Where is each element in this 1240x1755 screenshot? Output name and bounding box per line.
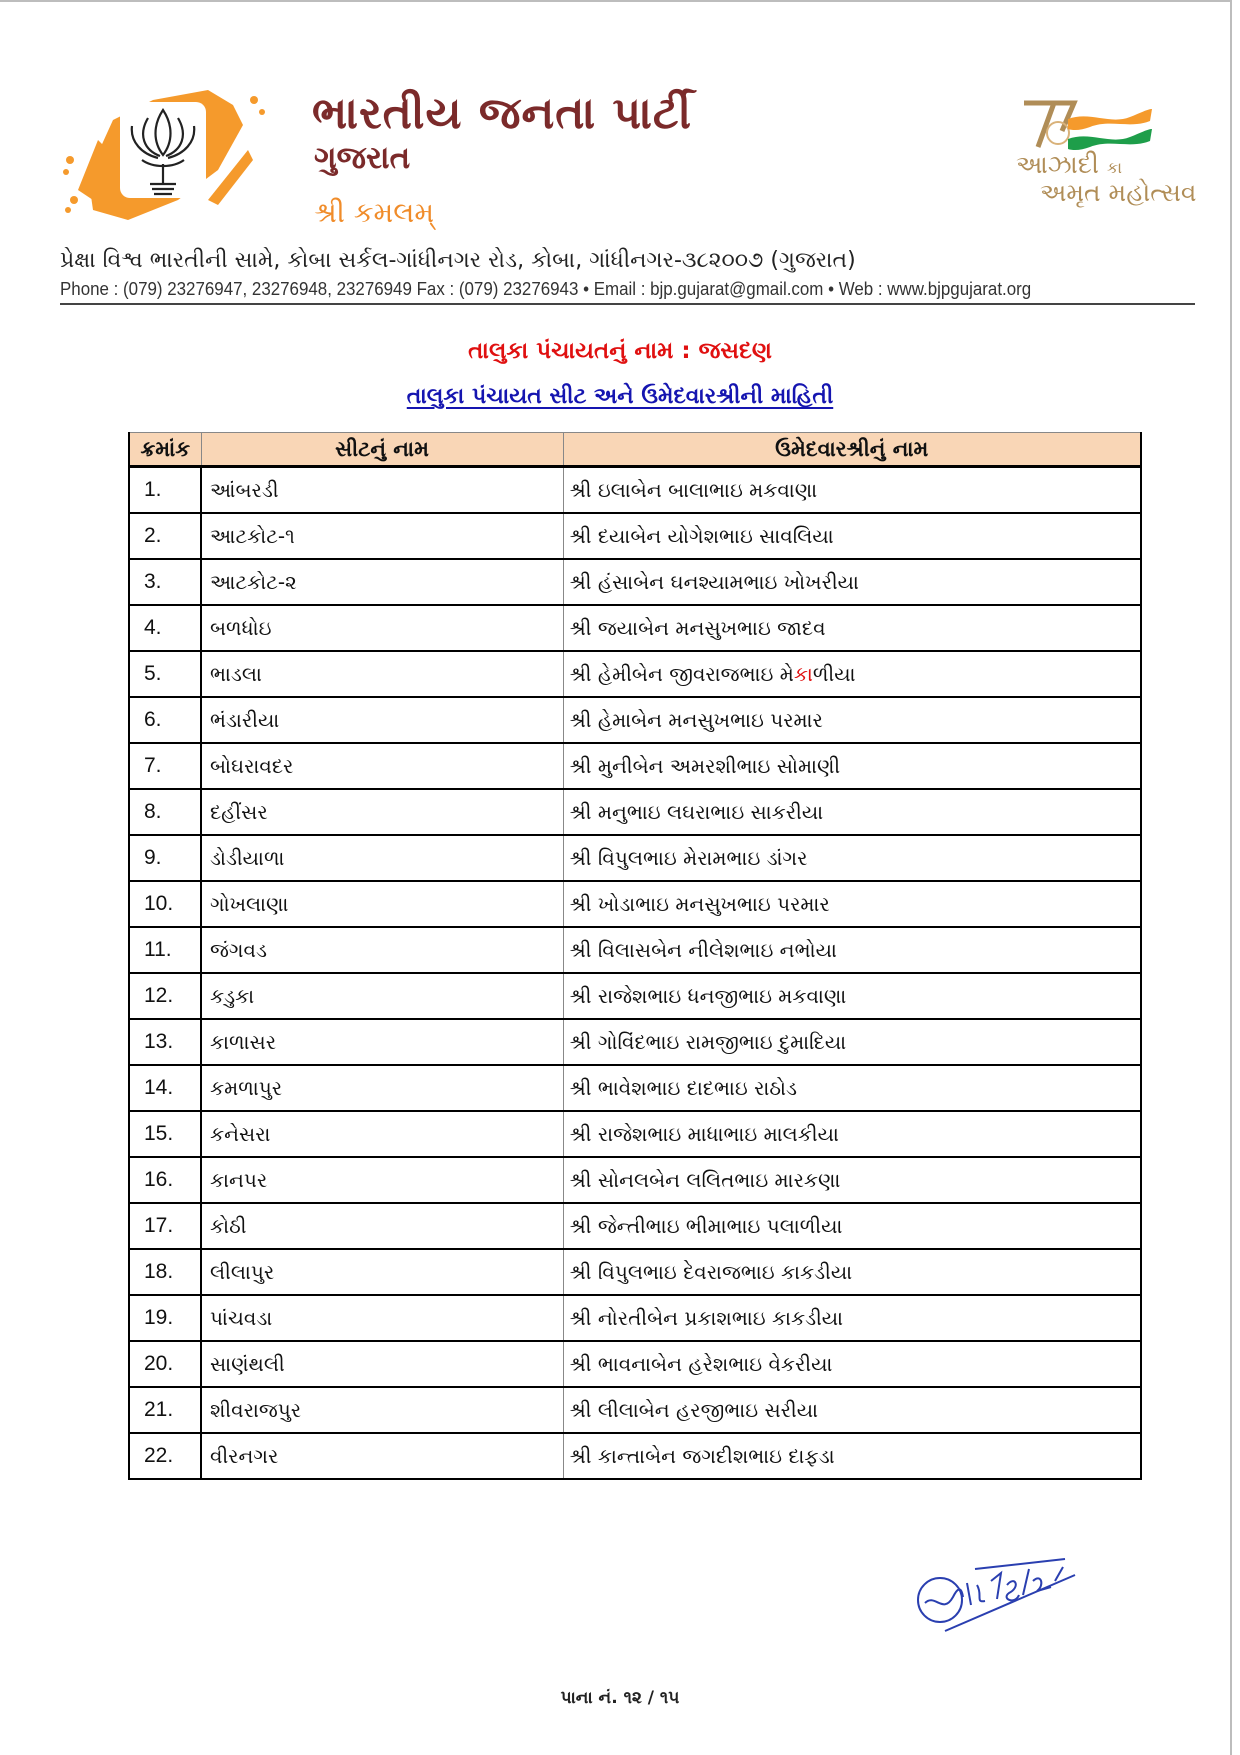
azadi-line2: અમૃત મહોત્સવ <box>1040 178 1197 207</box>
seat-name: ભાડલા <box>201 651 563 697</box>
seat-name: કોઠી <box>201 1203 563 1249</box>
table-row <box>129 1203 1141 1249</box>
candidate-name: શ્રી લીલાબેન હરજીભાઇ સરીયા <box>563 1387 1141 1433</box>
table-row <box>129 1111 1141 1157</box>
table-row <box>129 1019 1141 1065</box>
seat-name: આંબરડી <box>201 467 563 514</box>
seat-name: કનેસરા <box>201 1111 563 1157</box>
document-subtitle <box>0 384 1240 409</box>
serial-number: 22. <box>129 1433 201 1479</box>
serial-number: 17. <box>129 1203 201 1249</box>
seat-candidate-table <box>128 432 1142 1480</box>
table-row <box>129 743 1141 789</box>
table-row <box>129 513 1141 559</box>
seat-name: ભંડારીયા <box>201 697 563 743</box>
serial-number: 18. <box>129 1249 201 1295</box>
serial-number: 21. <box>129 1387 201 1433</box>
serial-number: 1. <box>129 467 201 514</box>
seat-name: કાનપર <box>201 1157 563 1203</box>
serial-number: 13. <box>129 1019 201 1065</box>
table-row <box>129 467 1141 514</box>
candidate-name: શ્રી હંસાબેન ઘનશ્યામભાઇ ખોખરીયા <box>563 559 1141 605</box>
serial-number: 11. <box>129 927 201 973</box>
candidate-name <box>563 651 1141 697</box>
seat-name: ગોખલાણા <box>201 881 563 927</box>
serial-number: 2. <box>129 513 201 559</box>
table-row <box>129 927 1141 973</box>
serial-number: 10. <box>129 881 201 927</box>
candidate-name: શ્રી ઇલાબેન બાલાભાઇ મકવાણા <box>563 467 1141 514</box>
candidate-name: શ્રી વિપુલભાઇ મેરામભાઇ ડાંગર <box>563 835 1141 881</box>
serial-number: 8. <box>129 789 201 835</box>
serial-number: 4. <box>129 605 201 651</box>
header-serial: ક્રમાંક <box>129 433 201 467</box>
candidate-name-highlight: કા <box>793 662 813 686</box>
candidate-name: શ્રી વિલાસબેન નીલેશભાઇ નભોયા <box>563 927 1141 973</box>
serial-number: 15. <box>129 1111 201 1157</box>
candidate-name: શ્રી સોનલબેન લલિતભાઇ મારકણા <box>563 1157 1141 1203</box>
document-subtitle-text: તાલુકા પંચાયત સીટ અને ઉમેદવારશ્રીની માહિતી <box>406 384 834 409</box>
signature <box>905 1545 1085 1635</box>
table-row <box>129 1387 1141 1433</box>
seat-name: કાળાસર <box>201 1019 563 1065</box>
candidate-name: શ્રી જયાબેન મનસુખભાઇ જાદવ <box>563 605 1141 651</box>
candidate-name-part: શ્રી હેમીબેન જીવરાજભાઇ મે <box>569 662 794 686</box>
seat-name: શીવરાજપુર <box>201 1387 563 1433</box>
taluka-title: તાલુકા પંચાયતનું નામ : જસદણ <box>468 338 772 364</box>
table-row <box>129 1065 1141 1111</box>
seat-name: કડુકા <box>201 973 563 1019</box>
candidate-name: શ્રી ભાવેશભાઇ દાદભાઇ રાઠોડ <box>563 1065 1141 1111</box>
seat-name: લીલાપુર <box>201 1249 563 1295</box>
seat-name: બળધોઇ <box>201 605 563 651</box>
lotus-logo-icon <box>58 80 268 230</box>
seat-name: દહીંસર <box>201 789 563 835</box>
serial-number: 16. <box>129 1157 201 1203</box>
table-row <box>129 1295 1141 1341</box>
table-row <box>129 697 1141 743</box>
header-divider <box>60 303 1195 305</box>
serial-number: 5. <box>129 651 201 697</box>
serial-number: 9. <box>129 835 201 881</box>
seat-name: કમળાપુર <box>201 1065 563 1111</box>
office-address: પ્રેક્ષા વિશ્વ ભારતીની સામે, કોબા સર્કલ-ગાંધીનગર રોડ, કોબા, ગાંધીનગર-૩૮૨૦૦૭ (ગુજરાત) <box>60 248 856 273</box>
page-number: પાના નં. ૧૨ / ૧૫ <box>560 1688 680 1708</box>
header-seat-name: સીટનું નામ <box>201 433 563 467</box>
table-row <box>129 1433 1141 1479</box>
seat-name: વીરનગર <box>201 1433 563 1479</box>
header-candidate-name: ઉમેદવારશ્રીનું નામ <box>563 433 1141 467</box>
party-state: ગુજરાત <box>314 140 411 176</box>
azadi-suffix: કા <box>1106 158 1123 177</box>
candidate-name: શ્રી મુનીબેન અમરશીભાઇ સોમાણી <box>563 743 1141 789</box>
azadi-line1 <box>1016 150 1122 180</box>
candidate-name: શ્રી જેન્તીભાઇ ભીમાભાઇ પલાળીયા <box>563 1203 1141 1249</box>
candidate-name: શ્રી રાજેશભાઇ ધનજીભાઇ મકવાણા <box>563 973 1141 1019</box>
candidate-name: શ્રી ભાવનાબેન હરેશભાઇ વેકરીયા <box>563 1341 1141 1387</box>
seat-name: આટકોટ-૧ <box>201 513 563 559</box>
azadi-word: આઝાદી <box>1016 150 1099 179</box>
candidate-name: શ્રી વિપુલભાઇ દેવરાજભાઇ કાકડીયા <box>563 1249 1141 1295</box>
candidate-name: શ્રી મનુભાઇ લઘરાભાઇ સાકરીયા <box>563 789 1141 835</box>
table-row <box>129 789 1141 835</box>
table-row <box>129 835 1141 881</box>
table-row <box>129 605 1141 651</box>
seat-name: પાંચવડા <box>201 1295 563 1341</box>
candidate-name: શ્રી કાન્તાબેન જગદીશભાઇ દાફડા <box>563 1433 1141 1479</box>
table-row <box>129 559 1141 605</box>
table-row <box>129 651 1141 697</box>
serial-number: 7. <box>129 743 201 789</box>
table-row <box>129 881 1141 927</box>
seat-name: બોઘરાવદર <box>201 743 563 789</box>
seat-name: ડોડીયાળા <box>201 835 563 881</box>
table-row <box>129 1249 1141 1295</box>
serial-number: 6. <box>129 697 201 743</box>
candidate-name: શ્રી દયાબેન યોગેશભાઇ સાવલિયા <box>563 513 1141 559</box>
seat-name: સાણંથલી <box>201 1341 563 1387</box>
table-row <box>129 1157 1141 1203</box>
serial-number: 20. <box>129 1341 201 1387</box>
seat-name: જંગવડ <box>201 927 563 973</box>
serial-number: 3. <box>129 559 201 605</box>
candidate-name: શ્રી ખોડાભાઇ મનસુખભાઇ પરમાર <box>563 881 1141 927</box>
party-office: શ્રી કમલમ્ <box>314 196 435 229</box>
serial-number: 12. <box>129 973 201 1019</box>
candidate-name: શ્રી નોરતીબેન પ્રકાશભાઇ કાકડીયા <box>563 1295 1141 1341</box>
serial-number: 14. <box>129 1065 201 1111</box>
table-row <box>129 1341 1141 1387</box>
candidate-name-part: ળીયા <box>812 662 856 686</box>
table-header-row <box>129 433 1141 467</box>
candidate-name: શ્રી હેમાબેન મનસુખભાઇ પરમાર <box>563 697 1141 743</box>
table-row <box>129 973 1141 1019</box>
party-name: ભારતીય જનતા પાર્ટી <box>312 88 693 139</box>
seat-name: આટકોટ-૨ <box>201 559 563 605</box>
serial-number: 19. <box>129 1295 201 1341</box>
candidate-name: શ્રી ગોવિંદભાઇ રામજીભાઇ દુમાદિયા <box>563 1019 1141 1065</box>
contact-info: Phone : (079) 23276947, 23276948, 23276949 Fax : (079) 23276943 • Email : bjp.gujarat@gmail.com • Web : www.bjpgujarat.org <box>60 279 1032 299</box>
candidate-name: શ્રી રાજેશભાઇ માધાભાઇ માલકીયા <box>563 1111 1141 1157</box>
